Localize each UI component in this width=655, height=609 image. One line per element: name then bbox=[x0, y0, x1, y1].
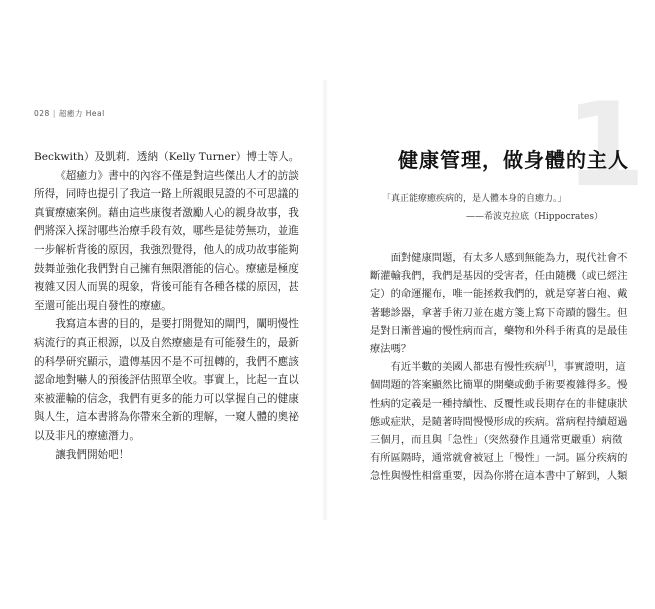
right-paragraph-1 bbox=[370, 249, 628, 358]
right-paragraph-2 bbox=[370, 358, 628, 485]
page-number: 028 bbox=[34, 109, 50, 118]
footnote-reference: [1] bbox=[545, 360, 554, 368]
left-paragraph-4: 讓我們開始吧！ bbox=[55, 448, 130, 461]
right-paragraph-2-text-end: ，事實證明，這個問題的答案顯然比簡單的開藥或動手術要複雜得多。慢性病的定義是一種持續性、反覆性或長期存在的非健康狀態或症狀，是隨著時間慢慢形成的疾病。當病程持續超過三個月，而且與「急性」（突然發作且通常更嚴重）病徵有所區隔時，通常就會被冠上「慢性」一詞。區分疾病的急性與慢性相當重要，因為你將在這本書中了解到，人類 bbox=[370, 361, 628, 483]
left-paragraph-1: Beckwith）及凱莉．透納（Kelly Turner）博士等人。 bbox=[34, 151, 300, 163]
page-gutter bbox=[322, 80, 328, 520]
left-page-body bbox=[34, 148, 302, 464]
epigraph-source: ——希波克拉底（Hippocrates） bbox=[466, 212, 603, 222]
running-head-book-title: 超癒力 Heal bbox=[58, 109, 105, 118]
right-page-body bbox=[370, 249, 628, 486]
right-paragraph-2-text-start: 有近半數的美國人都患有慢性疾病 bbox=[390, 361, 546, 374]
running-head-separator: | bbox=[52, 109, 56, 118]
chapter-title: 健康管理，做身體的主人 bbox=[398, 148, 629, 172]
running-head bbox=[34, 108, 105, 119]
chapter-number: 1 bbox=[565, 78, 646, 213]
left-paragraph-2: 《超癒力》書中的內容不僅是對這些傑出人才的訪談所得，同時也提引了我這一路上所親眼見證的不可思議的真實療癒案例。藉由這些康復者激勵人心的親身故事，我們將深入探討哪些治療手段有效，哪些是徒勞無功，並進一步解析背後的原因，我強烈覺得，他人的成功故事能夠鼓舞並強化我們對自己擁有無限潛能的信心。療癒是極度複雜又因人而異的現象，背後可能有各種各樣的原因，甚至還可能出現自發性的療癒。 bbox=[34, 169, 299, 312]
left-paragraph-3: 我寫這本書的目的，是要打開覺知的閘門，闡明慢性病流行的真正根源，以及自然療癒是有可能發生的，最新的科學研究顯示，遺傳基因不是不可扭轉的，我們不應該認命地對嚇人的預後評估照單全收。事實上，比起一直以來被灌輸的信念，我們有更多的能力可以掌握自己的健康與人生，這本書將為你帶來全新的理解，一窺人體的奧祕以及非凡的療癒潛力。 bbox=[34, 318, 299, 442]
epigraph-quote: 「真正能療癒疾病的，是人體本身的自癒力。」 bbox=[382, 194, 567, 204]
right-paragraph-1-text: 面對健康問題，有太多人感到無能為力，現代社會不斷灌輸我們，我們是基因的受害者，任由隨機（或已經注定）的命運擺布，唯一能拯救我們的，就是穿著白袍、戴著聽診器，拿著手術刀並在處方箋上寫下奇蹟的醫生。但是對日漸普遍的慢性病而言，藥物和外科手術真的是最佳療法嗎？ bbox=[370, 252, 628, 356]
